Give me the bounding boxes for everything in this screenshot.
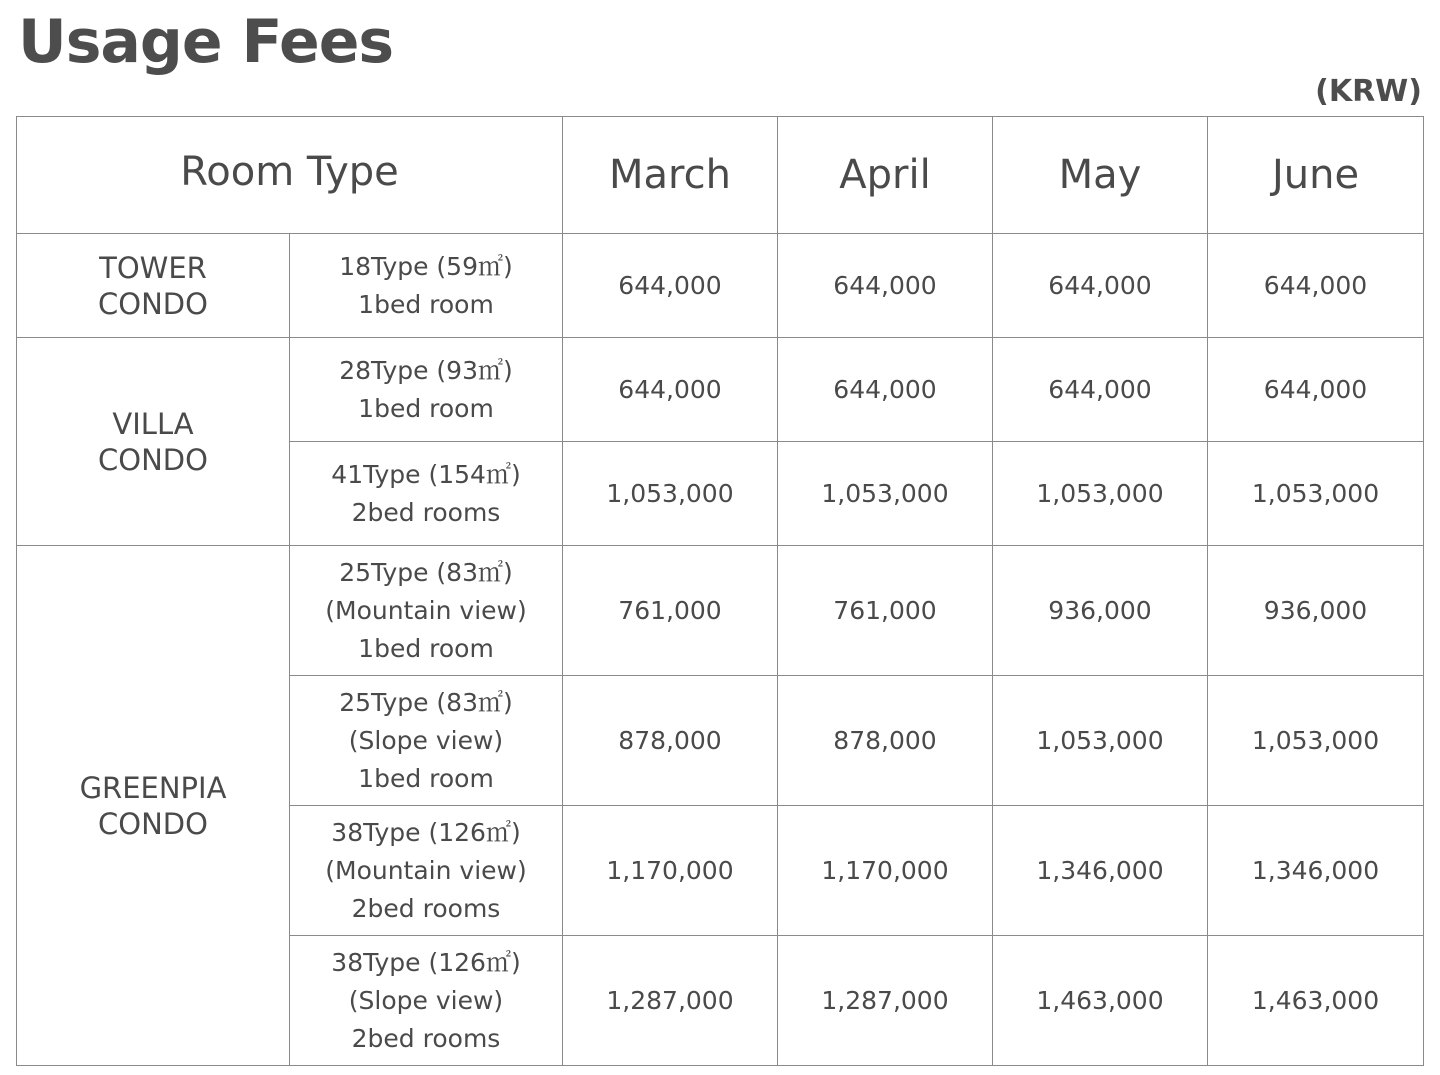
condo-name-line: TOWER <box>99 250 207 285</box>
price-cell: 1,053,000 <box>778 442 993 546</box>
room-type-line: 38Type (126㎡) <box>331 947 521 977</box>
room-type-line: 1bed room <box>358 393 494 423</box>
room-type-line: (Mountain view) <box>325 595 527 625</box>
price-cell: 936,000 <box>993 546 1208 676</box>
room-type-cell <box>290 936 563 1066</box>
room-type-header: Room Type <box>17 117 563 234</box>
price-cell: 644,000 <box>778 338 993 442</box>
room-type-line: 41Type (154㎡) <box>331 459 521 489</box>
price-cell: 644,000 <box>993 338 1208 442</box>
table-row <box>17 234 1424 338</box>
price-cell: 878,000 <box>563 676 778 806</box>
price-cell: 761,000 <box>563 546 778 676</box>
price-cell: 644,000 <box>563 234 778 338</box>
room-type-cell <box>290 676 563 806</box>
price-cell: 1,053,000 <box>563 442 778 546</box>
price-cell: 1,346,000 <box>1208 806 1424 936</box>
table-row <box>17 338 1424 442</box>
usage-fees-table <box>16 116 1424 1066</box>
room-type-line: 18Type (59㎡) <box>339 251 513 281</box>
price-cell: 1,053,000 <box>1208 442 1424 546</box>
room-type-line: 1bed room <box>358 763 494 793</box>
month-header: June <box>1208 117 1424 234</box>
room-type-line: 1bed room <box>358 289 494 319</box>
condo-category-cell <box>17 234 290 338</box>
room-type-line: 2bed rooms <box>351 893 501 923</box>
room-type-line: (Slope view) <box>348 725 504 755</box>
price-cell: 936,000 <box>1208 546 1424 676</box>
room-type-cell <box>290 442 563 546</box>
price-cell: 644,000 <box>563 338 778 442</box>
price-cell: 1,053,000 <box>1208 676 1424 806</box>
price-cell: 761,000 <box>778 546 993 676</box>
room-type-line: 38Type (126㎡) <box>331 817 521 847</box>
month-header: March <box>563 117 778 234</box>
condo-name-line: VILLA <box>112 406 194 441</box>
month-header: April <box>778 117 993 234</box>
price-cell: 1,287,000 <box>563 936 778 1066</box>
price-cell: 644,000 <box>778 234 993 338</box>
room-type-line: 25Type (83㎡) <box>339 687 513 717</box>
price-cell: 1,053,000 <box>993 442 1208 546</box>
price-cell: 878,000 <box>778 676 993 806</box>
header-row <box>17 117 1424 234</box>
currency-unit: (KRW) <box>1315 74 1422 109</box>
price-cell: 644,000 <box>1208 338 1424 442</box>
room-type-cell <box>290 806 563 936</box>
room-type-line: 25Type (83㎡) <box>339 557 513 587</box>
price-cell: 1,346,000 <box>993 806 1208 936</box>
price-cell: 1,463,000 <box>993 936 1208 1066</box>
price-cell: 1,463,000 <box>1208 936 1424 1066</box>
price-cell: 644,000 <box>1208 234 1424 338</box>
month-header: May <box>993 117 1208 234</box>
room-type-line: (Slope view) <box>348 985 504 1015</box>
room-type-line: (Mountain view) <box>325 855 527 885</box>
price-cell: 1,170,000 <box>563 806 778 936</box>
page-title: Usage Fees <box>18 7 394 77</box>
condo-name-line: CONDO <box>98 442 208 477</box>
condo-category-cell <box>17 338 290 546</box>
room-type-cell <box>290 338 563 442</box>
room-type-cell <box>290 234 563 338</box>
condo-category-cell <box>17 546 290 1066</box>
price-cell: 1,170,000 <box>778 806 993 936</box>
table-row <box>17 546 1424 676</box>
room-type-line: 28Type (93㎡) <box>339 355 513 385</box>
room-type-line: 1bed room <box>358 633 494 663</box>
room-type-cell <box>290 546 563 676</box>
condo-name-line: CONDO <box>98 286 208 321</box>
price-cell: 1,287,000 <box>778 936 993 1066</box>
price-cell: 1,053,000 <box>993 676 1208 806</box>
condo-name-line: GREENPIA <box>79 770 227 805</box>
condo-name-line: CONDO <box>98 806 208 841</box>
price-cell: 644,000 <box>993 234 1208 338</box>
room-type-line: 2bed rooms <box>351 1023 501 1053</box>
room-type-line: 2bed rooms <box>351 497 501 527</box>
